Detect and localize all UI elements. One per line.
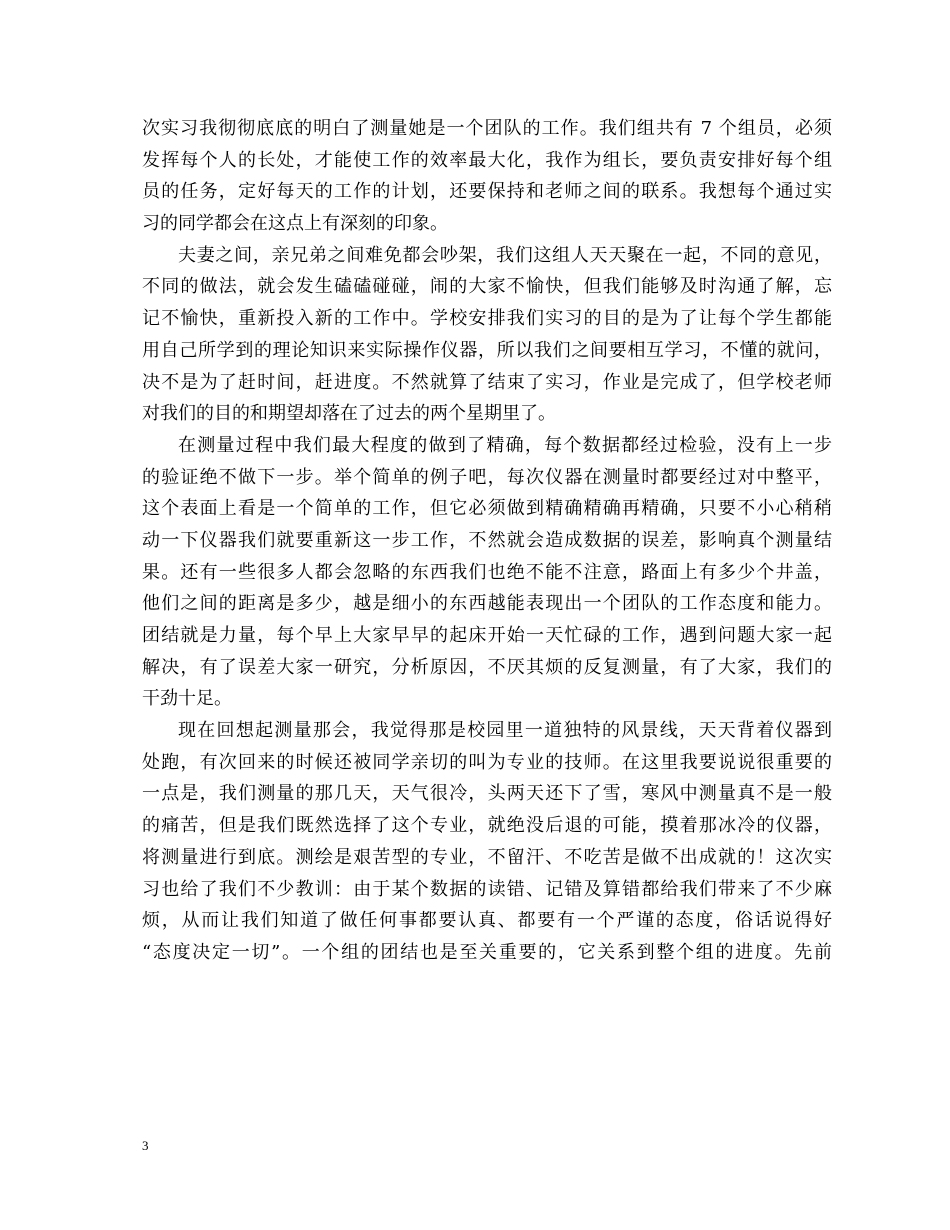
text-line: 决不是为了赶时间，赶进度。不然就算了结束了实习，作业是完成了，但学校老师 bbox=[142, 371, 832, 393]
text-line: 动一下仪器我们就要重新这一步工作，不然就会造成数据的误差，影响真个测量结 bbox=[142, 529, 832, 551]
page-number: 3 bbox=[142, 1138, 149, 1153]
text-line: 在测量过程中我们最大程度的做到了精确，每个数据都经过检验，没有上一步 bbox=[178, 434, 832, 456]
text-line: 不同的做法，就会发生磕磕碰碰，闹的大家不愉快，但我们能够及时沟通了解，忘 bbox=[142, 276, 832, 298]
text-line: 解决，有了误差大家一研究，分析原因，不厌其烦的反复测量，有了大家，我们的 bbox=[142, 656, 832, 678]
text-line: 夫妻之间，亲兄弟之间难免都会吵架，我们这组人天天聚在一起，不同的意见， bbox=[178, 244, 832, 266]
text-line: 将测量进行到底。测绘是艰苦型的专业，不留汗、不吃苦是做不出成就的！这次实 bbox=[142, 846, 832, 868]
body-text bbox=[142, 113, 832, 969]
text-line: 一点是，我们测量的那几天，天气很冷，头两天还下了雪，寒风中测量真不是一般 bbox=[142, 783, 832, 805]
text-line: “态度决定一切”。一个组的团结也是至关重要的，它关系到整个组的进度。先前 bbox=[142, 941, 832, 963]
text-line: 烦，从而让我们知道了做任何事都要认真、都要有一个严谨的态度，俗话说得好 bbox=[142, 910, 832, 932]
text-line: 记不愉快，重新投入新的工作中。学校安排我们实习的目的是为了让每个学生都能 bbox=[142, 308, 832, 330]
text-line: 团结就是力量，每个早上大家早早的起床开始一天忙碌的工作，遇到问题大家一起 bbox=[142, 625, 832, 646]
text-line: 果。还有一些很多人都会忽略的东西我们也绝不能不注意，路面上有多少个井盖， bbox=[142, 561, 832, 583]
text-line: 现在回想起测量那会，我觉得那是校园里一道独特的风景线，天天背着仪器到 bbox=[178, 720, 832, 742]
text-line: 员的任务，定好每天的工作的计划，还要保持和老师之间的联系。我想每个通过实 bbox=[142, 181, 832, 203]
text-line: 的验证绝不做下一步。举个简单的例子吧，每次仪器在测量时都要经过对中整平， bbox=[142, 466, 832, 488]
text-line: 习也给了我们不少教训：由于某个数据的读错、记错及算错都给我们带来了不少麻 bbox=[142, 878, 832, 900]
text-line: 干劲十足。 bbox=[142, 688, 232, 710]
text-line: 处跑，有次回来的时候还被同学亲切的叫为专业的技师。在这里我要说说很重要的 bbox=[142, 751, 832, 773]
text-line: 他们之间的距离是多少，越是细小的东西越能表现出一个团队的工作态度和能力。 bbox=[142, 593, 832, 615]
text-line: 次实习我彻彻底底的明白了测量她是一个团队的工作。我们组共有 7 个组员，必须 bbox=[142, 118, 832, 139]
text-line: 习的同学都会在这点上有深刻的印象。 bbox=[142, 213, 448, 235]
text-line: 用自己所学到的理论知识来实际操作仪器，所以我们之间要相互学习，不懂的就问， bbox=[142, 339, 832, 361]
text-line: 的痛苦，但是我们既然选择了这个专业，就绝没后退的可能，摸着那冰冷的仪器， bbox=[142, 815, 832, 837]
text-line: 发挥每个人的长处，才能使工作的效率最大化，我作为组长，要负责安排好每个组 bbox=[142, 149, 832, 171]
text-line: 对我们的目的和期望却落在了过去的两个星期里了。 bbox=[142, 403, 556, 425]
text-line: 这个表面上看是一个简单的工作，但它必须做到精确精确再精确，只要不小心稍稍 bbox=[142, 498, 832, 520]
